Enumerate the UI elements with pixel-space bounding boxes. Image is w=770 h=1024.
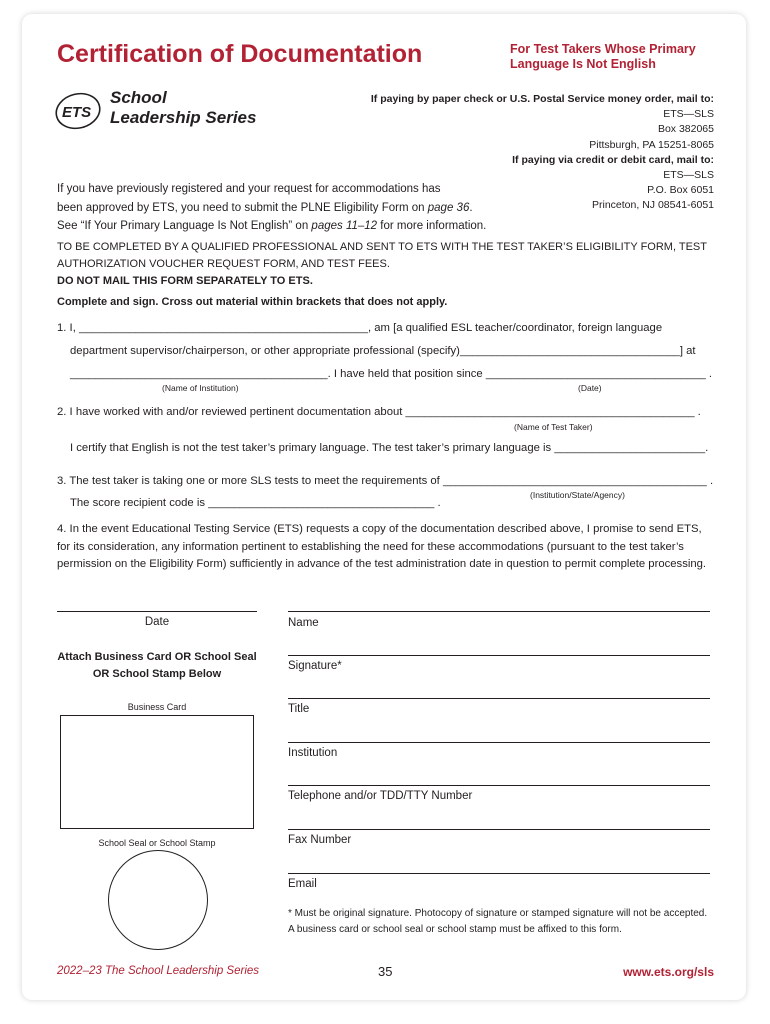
fax-line[interactable]	[288, 829, 710, 830]
item-3-line-2[interactable]: The score recipient code is ____________________________________ .	[70, 497, 441, 509]
item-4: 4. In the event Educational Testing Service (ETS) requests a copy of the documentation described above, I promise to send ETS, for its consideration, any information pertinent to establishing the need for these accommodations (pursuant to the test taker’s permission on the Eligibility Form) sufficiently in advance of the test administration date in question to permit complete processing.	[57, 523, 707, 570]
ets-logo-icon	[54, 90, 106, 134]
item-2-line-1[interactable]: 2. I have worked with and/or reviewed pertinent documentation about ______________________________________________ .	[57, 406, 701, 418]
footnote: * Must be original signature. Photocopy of signature or stamped signature will not be accepted. A business card or school seal or school stamp must be affixed to this form.	[288, 908, 708, 935]
card-mail-line: Princeton, NJ 08541-6051	[592, 199, 714, 212]
title-label: Title	[288, 703, 310, 715]
intro-line: See “If Your Primary Language Is Not English” on pages 11–12 for more information.	[57, 220, 487, 232]
page-subtitle: For Test Takers Whose Primary Language Is Not English	[510, 42, 696, 71]
attach-heading: Attach Business Card OR School Seal OR School Stamp Below	[57, 651, 257, 680]
seal-label: School Seal or School Stamp	[98, 838, 216, 848]
signature-label: Signature*	[288, 660, 342, 672]
date-line[interactable]	[57, 611, 257, 612]
page-reference: page 36	[427, 201, 470, 214]
logo-mark: ETS	[62, 104, 92, 121]
intro-line: If you have previously registered and your request for accommodations has	[57, 183, 441, 195]
signature-line[interactable]	[288, 655, 710, 656]
card-mail-heading: If paying via credit or debit card, mail to:	[512, 153, 714, 166]
date-label: Date	[144, 616, 170, 628]
item-2-line-2[interactable]: I certify that English is not the test taker’s primary language. The test taker’s primary language is ________________________.	[70, 442, 709, 454]
page-title: Certification of Documentation	[57, 40, 423, 68]
title-line[interactable]	[288, 698, 710, 699]
telephone-label: Telephone and/or TDD/TTY Number	[288, 790, 473, 802]
instruction: Complete and sign. Cross out material within brackets that does not apply.	[57, 296, 448, 308]
caption-institution-agency: (Institution/State/Agency)	[530, 490, 625, 500]
item-1-line-3[interactable]: _________________________________________. I have held that position since ___________________________________ .	[70, 368, 713, 380]
check-mail-line: Box 382065	[657, 123, 714, 136]
item-1-line-2[interactable]: department supervisor/chairperson, or other appropriate professional (specify)___________________________________] at	[70, 345, 696, 357]
footer-series: 2022–23 The School Leadership Series	[57, 965, 260, 977]
caption-test-taker: (Name of Test Taker)	[514, 422, 593, 432]
name-label: Name	[288, 617, 319, 629]
notice-caps: TO BE COMPLETED BY A QUALIFIED PROFESSIONAL AND SENT TO ETS WITH THE TEST TAKER’S ELIGIBILITY FORM, TEST AUTHORIZATION VOUCHER REQUEST FORM, AND TEST FEES.	[57, 241, 707, 270]
intro-line: been approved by ETS, you need to submit the PLNE Eligibility Form on page 36.	[57, 201, 473, 214]
email-line[interactable]	[288, 873, 710, 874]
notice	[57, 239, 717, 290]
business-card-box[interactable]	[60, 715, 254, 829]
page-number: 35	[378, 964, 393, 979]
name-line[interactable]	[288, 611, 710, 612]
item-1-line-1[interactable]: 1. I, ______________________________________________, am [a qualified ESL teacher/coordinator, foreign language	[57, 322, 663, 334]
caption-date: (Date)	[578, 383, 602, 393]
page-reference: pages 11–12	[311, 220, 378, 232]
intro-paragraph	[57, 180, 497, 236]
institution-line[interactable]	[288, 742, 710, 743]
item-3-line-1[interactable]: 3. The test taker is taking one or more SLS tests to meet the requirements of __________________________________________ .	[57, 475, 714, 487]
email-label: Email	[288, 878, 317, 890]
fax-label: Fax Number	[288, 834, 352, 846]
logo-name: School Leadership Series	[110, 88, 257, 127]
form-page	[22, 14, 746, 1000]
check-mail-line: Pittsburgh, PA 15251-8065	[589, 138, 714, 151]
telephone-line[interactable]	[288, 785, 710, 786]
footer-url[interactable]: www.ets.org/sls	[623, 965, 714, 979]
check-mail-line: ETS—SLS	[663, 108, 714, 121]
seal-circle[interactable]	[108, 850, 208, 950]
business-card-label: Business Card	[127, 702, 187, 712]
card-mail-line: ETS—SLS	[663, 169, 714, 182]
caption-institution: (Name of Institution)	[162, 383, 239, 393]
card-mail-line: P.O. Box 6051	[647, 184, 714, 197]
check-mail-heading: If paying by paper check or U.S. Postal Service money order, mail to:	[370, 93, 714, 105]
notice-warning: DO NOT MAIL THIS FORM SEPARATELY TO ETS.	[57, 275, 313, 287]
institution-label: Institution	[288, 747, 338, 759]
